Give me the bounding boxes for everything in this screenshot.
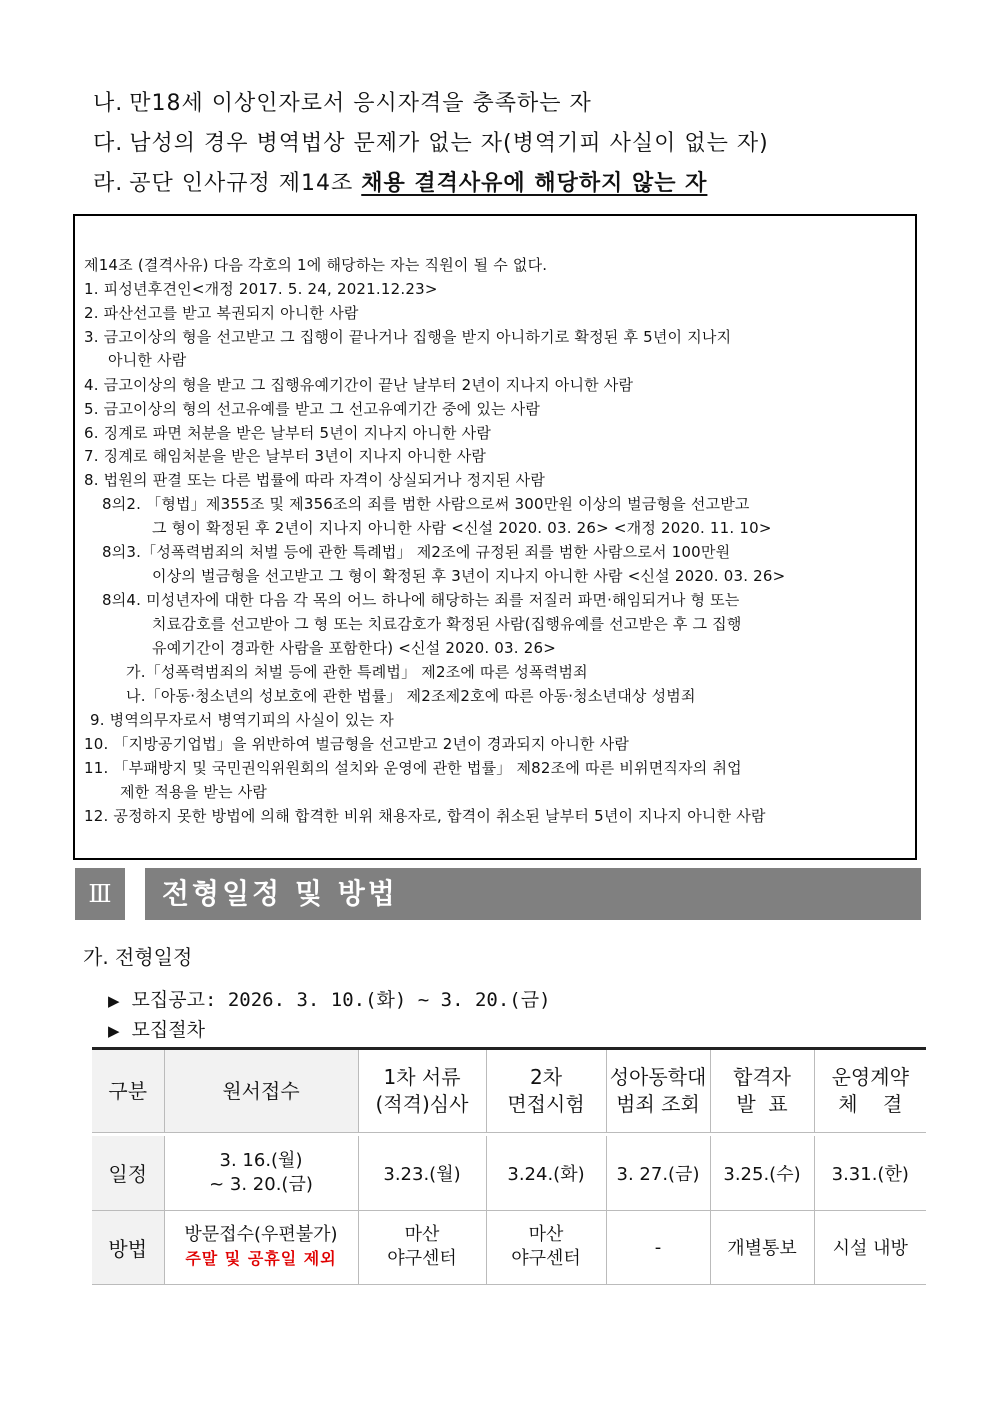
table-cell: 3.23.(월) [358,1136,486,1210]
schedule-table [92,1047,926,1285]
regulation-line: 7. 징계로 해임처분을 받은 날부터 3년이 지나지 아니한 사람 [84,447,487,465]
header-cell: 합격자 발 표 [710,1049,814,1133]
table-row [92,1210,926,1284]
table-cell: 마산 야구센터 [358,1210,486,1284]
qualification-item [93,129,769,159]
bullet-text: 모집공고: 2026. 3. 10.(화) ~ 3. 20.(금) [131,989,551,1011]
table-cell: 3. 27.(금) [606,1136,710,1210]
regulation-line: 제한 적용을 받는 사람 [120,783,268,801]
regulation-line: 제14조 (결격사유) 다음 각호의 1에 해당하는 자는 직원이 될 수 없다. [84,256,548,274]
regulation-line: 가.「성폭력범죄의 처벌 등에 관한 특례법」 제2조에 따른 성폭력범죄 [126,663,588,681]
qualification-emphasis: 채용 결격사유에 해당하지 않는 자 [361,171,708,196]
regulation-line: 1. 피성년후견인<개정 2017. 5. 24, 2021.12.23> [84,280,438,298]
regulation-line: 8. 법원의 판결 또는 다른 법률에 따라 자격이 상실되거나 정지된 사람 [84,471,546,489]
regulation-line: 10. 「지방공기업법」을 위반하여 벌금형을 선고받고 2년이 경과되지 아니한 사람 [84,735,630,753]
table-cell: 3.31.(한) [814,1136,926,1210]
header-cell: 구분 [92,1049,164,1133]
regulation-line: 8의4. 미성년자에 대한 다음 각 목의 어느 하나에 해당하는 죄를 저질러 파면·해임되거나 형 또는 [102,591,740,609]
table-cell: 마산 야구센터 [486,1210,606,1284]
header-cell: 1차 서류 (적격)심사 [358,1049,486,1133]
table-cell: 3.25.(수) [710,1136,814,1210]
qualification-label: 나. [93,91,124,116]
table-cell: 방문접수(우편불가) 주말 및 공휴일 제외 [164,1210,358,1284]
regulation-box [73,214,917,860]
qualification-text: 만18세 이상인자로서 응시자격을 충족하는 자 [129,91,592,116]
section-title: 전형일정 및 방법 [162,877,398,910]
regulation-line: 4. 금고이상의 형을 받고 그 집행유예기간이 끝난 날부터 2년이 지나지 아니한 사람 [84,376,634,394]
regulation-line: 6. 징계로 파면 처분을 받은 날부터 5년이 지나지 아니한 사람 [84,424,492,442]
table-cell: 3. 16.(월) ~ 3. 20.(금) [164,1136,358,1210]
regulation-line: 이상의 벌금형을 선고받고 그 형이 확정된 후 3년이 지나지 아니한 사람 <신설 2020. 03. 26> [152,567,786,585]
header-cell: 성아동학대 범죄 조회 [606,1049,710,1133]
qualification-label: 라. [93,171,124,196]
triangle-right-icon: ▶ [108,992,120,1010]
regulation-line: 9. 병역의무자로서 병역기피의 사실이 있는 자 [90,711,394,729]
table-row [92,1136,926,1210]
bullet-item [108,985,551,1012]
triangle-right-icon: ▶ [108,1022,120,1040]
table-cell: 시설 내방 [814,1210,926,1284]
qualification-text: 공단 인사규정 제14조 [129,171,362,196]
bullet-item [108,1015,205,1042]
table-cell: 3.24.(화) [486,1136,606,1210]
red-note: 주말 및 공휴일 제외 [185,1249,337,1268]
section-number: Ⅲ [75,868,125,920]
row-header: 방법 [92,1210,164,1284]
qualification-item [93,169,707,199]
bullet-text: 모집절차 [131,1019,205,1041]
qualification-label: 다. [93,131,124,156]
regulation-line: 그 형이 확정된 후 2년이 지나지 아니한 사람 <신설 2020. 03. 26> <개정 2020. 11. 10> [152,519,772,537]
regulation-line: 나.「아동·청소년의 성보호에 관한 법률」 제2조제2호에 따른 아동·청소년대상 성범죄 [126,687,696,705]
regulation-line: 아니한 사람 [108,351,187,369]
regulation-line: 3. 금고이상의 형을 선고받고 그 집행이 끝나거나 집행을 받지 아니하기로 확정된 후 5년이 지나지 [84,328,732,346]
row-header: 일정 [92,1136,164,1210]
table-header-row [92,1049,926,1133]
subheading: 가. 전형일정 [83,945,193,969]
qualification-text: 남성의 경우 병역법상 문제가 없는 자(병역기피 사실이 없는 자) [129,131,769,156]
table-cell: 개별통보 [710,1210,814,1284]
regulation-line: 2. 파산선고를 받고 복권되지 아니한 사람 [84,304,359,322]
header-cell: 2차 면접시험 [486,1049,606,1133]
qualification-item [93,89,592,119]
regulation-line: 5. 금고이상의 형의 선고유예를 받고 그 선고유예기간 중에 있는 사람 [84,400,541,418]
header-cell: 운영계약 체 결 [814,1049,926,1133]
regulation-line: 11. 「부패방지 및 국민권익위원회의 설치와 운영에 관한 법률」 제82조에 따른 비위면직자의 취업 [84,759,742,777]
regulation-line: 유예기간이 경과한 사람을 포함한다) <신설 2020. 03. 26> [152,639,556,657]
regulation-line: 12. 공정하지 못한 방법에 의해 합격한 비위 채용자로, 합격이 취소된 날부터 5년이 지나지 아니한 사람 [84,807,766,825]
regulation-line: 8의3.「성폭력범죄의 처벌 등에 관한 특례법」 제2조에 규정된 죄를 범한 사람으로서 100만원 [102,543,731,561]
regulation-line: 치료감호를 선고받아 그 형 또는 치료감호가 확정된 사람(집행유예를 선고받은 후 그 집행 [152,615,742,633]
table-cell: - [606,1210,710,1284]
regulation-line: 8의2. 「형법」제355조 및 제356조의 죄를 범한 사람으로써 300만원 이상의 벌금형을 선고받고 [102,495,750,513]
header-cell: 원서접수 [164,1049,358,1133]
